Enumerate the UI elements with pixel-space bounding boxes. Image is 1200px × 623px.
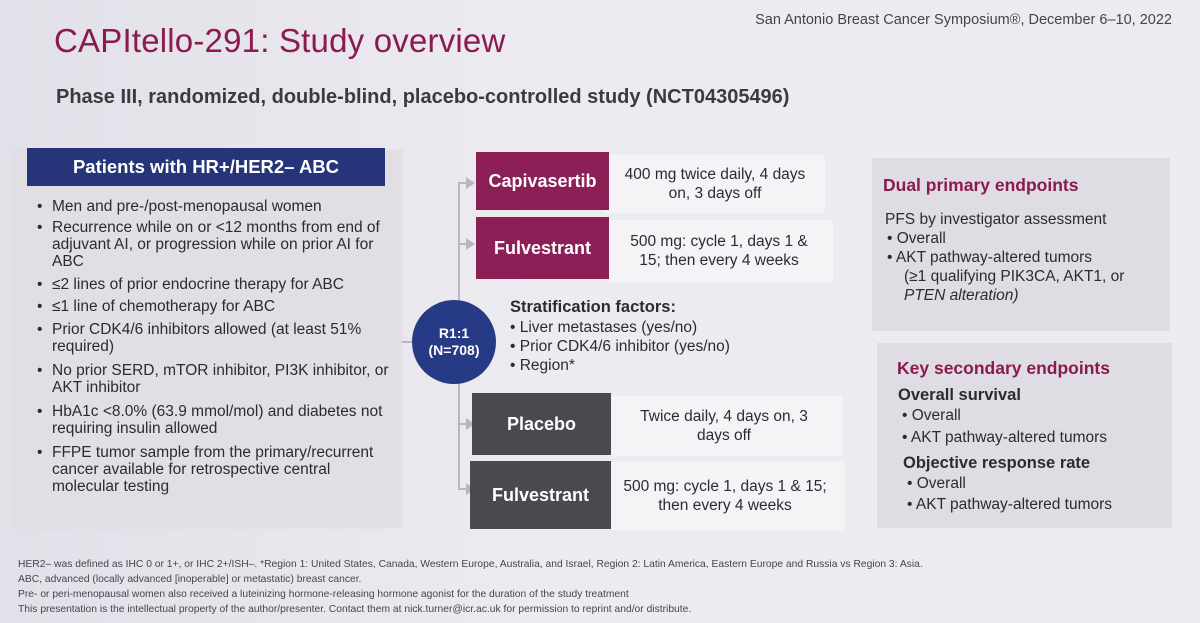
arm2-partner-label: Fulvestrant: [491, 484, 590, 505]
patients-header: Patients with HR+/HER2– ABC: [27, 148, 385, 186]
arm2-dose-box: [605, 396, 843, 456]
footnote-line: HER2– was defined as IHC 0 or 1+, or IHC 2+/ISH–. *Region 1: United States, Canada, Western Europe, Australia, and Israel, Region 2: Latin America, Eastern Europe and Russia vs Region 3: Asia.: [18, 559, 923, 570]
orr-title: Objective response rate: [903, 454, 1091, 472]
arm1-dose-text: 400 mg twice daily, 4 days on, 3 days off: [624, 166, 806, 202]
randomization-circle: [412, 300, 496, 384]
primary-item: • AKT pathway-altered tumors: [887, 249, 1093, 266]
primary-item-text: AKT pathway-altered tumors: [895, 249, 1093, 266]
criterion-item: • Recurrence while on or <12 months from end of adjuvant AI, or progression while on prior AI for ABC: [37, 219, 380, 270]
criterion-item: • HbA1c <8.0% (63.9 mmol/mol) and diabetes not requiring insulin allowed: [37, 403, 383, 437]
arm2-drug-box: [472, 393, 611, 455]
arm2-dose-text: Twice daily, 4 days on, 3 days off: [640, 408, 808, 444]
arm1-drug-box: [476, 152, 609, 210]
criterion-text: FFPE tumor sample from the primary/recurrent cancer available for retrospective central molecular testing: [52, 444, 374, 495]
stratification-item: • Liver metastases (yes/no): [510, 319, 698, 336]
os-item: • AKT pathway-altered tumors: [902, 429, 1108, 446]
primary-measure: PFS by investigator assessment: [885, 211, 1107, 228]
slide-subtitle: Phase III, randomized, double-blind, placebo-controlled study (NCT04305496): [56, 86, 790, 108]
criterion-item: • Men and pre-/post-menopausal women: [37, 198, 322, 215]
criterion-text: Men and pre-/post-menopausal women: [52, 198, 322, 215]
arm1-dose-box: [605, 155, 825, 213]
primary-endpoints-title: Dual primary endpoints: [883, 175, 1079, 195]
stratification-list: [510, 318, 730, 375]
criterion-text: HbA1c <8.0% (63.9 mmol/mol) and diabetes not requiring insulin allowed: [52, 403, 383, 437]
stratification-item: • Region*: [510, 357, 575, 374]
criterion-item: • FFPE tumor sample from the primary/recurrent cancer available for retrospective central molecular testing: [37, 444, 374, 495]
primary-item: • Overall: [887, 230, 946, 247]
os-item-text: Overall: [911, 407, 961, 424]
orr-item-text: AKT pathway-altered tumors: [915, 496, 1113, 513]
footnote-line: ABC, advanced (locally advanced [inoperable] or metastatic) breast cancer.: [18, 574, 362, 585]
arm2-partner-dose-text: 500 mg: cycle 1, days 1 & 15; then every 4 weeks: [623, 478, 827, 514]
criterion-text: Prior CDK4/6 inhibitors allowed (at least 51% required): [52, 321, 362, 355]
arm1-drug-label: Capivasertib: [488, 170, 597, 191]
primary-item-text: Overall: [896, 230, 946, 247]
stratification-title: Stratification factors:: [510, 298, 676, 316]
arm1-partner-dose-box: [605, 220, 833, 282]
stratification-item: • Prior CDK4/6 inhibitor (yes/no): [510, 338, 730, 355]
stratification-text: Liver metastases (yes/no): [519, 319, 698, 336]
criterion-text: ≤2 lines of prior endocrine therapy for ABC: [52, 276, 344, 293]
footnote-line: Pre- or peri-menopausal women also received a luteinizing hormone-releasing hormone agonist for the duration of the study treatment: [18, 589, 629, 600]
primary-item-detail: (≥1 qualifying PIK3CA, AKT1, or: [904, 268, 1125, 285]
criterion-text: No prior SERD, mTOR inhibitor, PI3K inhibitor, or AKT inhibitor: [52, 362, 389, 396]
criterion-text: ≤1 line of chemotherapy for ABC: [52, 298, 276, 315]
footnote-line: This presentation is the intellectual property of the author/presenter. Contact them at nick.turner@icr.ac.uk for permission to reprint and/or distribute.: [18, 604, 692, 615]
criterion-item: • ≤1 line of chemotherapy for ABC: [37, 298, 276, 315]
arm2-partner-box: [470, 461, 611, 529]
os-item: • Overall: [902, 407, 961, 424]
criterion-item: • Prior CDK4/6 inhibitors allowed (at least 51% required): [37, 321, 362, 355]
slide-title: CAPItello-291: Study overview: [54, 22, 506, 59]
conference-name: San Antonio Breast Cancer Symposium®, December 6–10, 2022: [755, 12, 1172, 28]
os-item-text: AKT pathway-altered tumors: [910, 429, 1108, 446]
randomization-ratio: R1:1: [438, 325, 470, 341]
arm1-partner-label: Fulvestrant: [493, 237, 592, 258]
arrow-right-icon: [466, 238, 475, 250]
footnotes: [18, 557, 923, 617]
os-title: Overall survival: [898, 386, 1021, 404]
stratification-text: Region*: [519, 357, 575, 374]
arm2-partner-dose-box: [605, 462, 845, 530]
arm2-drug-label: Placebo: [506, 413, 577, 434]
arrow-right-icon: [466, 177, 475, 189]
arm1-partner-box: [476, 217, 609, 279]
orr-item-text: Overall: [916, 475, 966, 492]
eligibility-criteria-list: [28, 196, 398, 495]
primary-item-detail: PTEN alteration): [904, 287, 1019, 304]
secondary-endpoints-title: Key secondary endpoints: [897, 358, 1110, 378]
arm1-partner-dose-text: 500 mg: cycle 1, days 1 & 15; then every 4 weeks: [630, 233, 808, 269]
stratification-text: Prior CDK4/6 inhibitor (yes/no): [519, 338, 730, 355]
orr-item: • Overall: [907, 475, 966, 492]
criterion-text: Recurrence while on or <12 months from end of adjuvant AI, or progression while on prior AI for ABC: [52, 219, 380, 270]
criterion-item: • No prior SERD, mTOR inhibitor, PI3K inhibitor, or AKT inhibitor: [37, 362, 389, 396]
criterion-item: • ≤2 lines of prior endocrine therapy for ABC: [37, 276, 344, 293]
randomization-n: (N=708): [428, 342, 480, 358]
orr-item: • AKT pathway-altered tumors: [907, 496, 1113, 513]
